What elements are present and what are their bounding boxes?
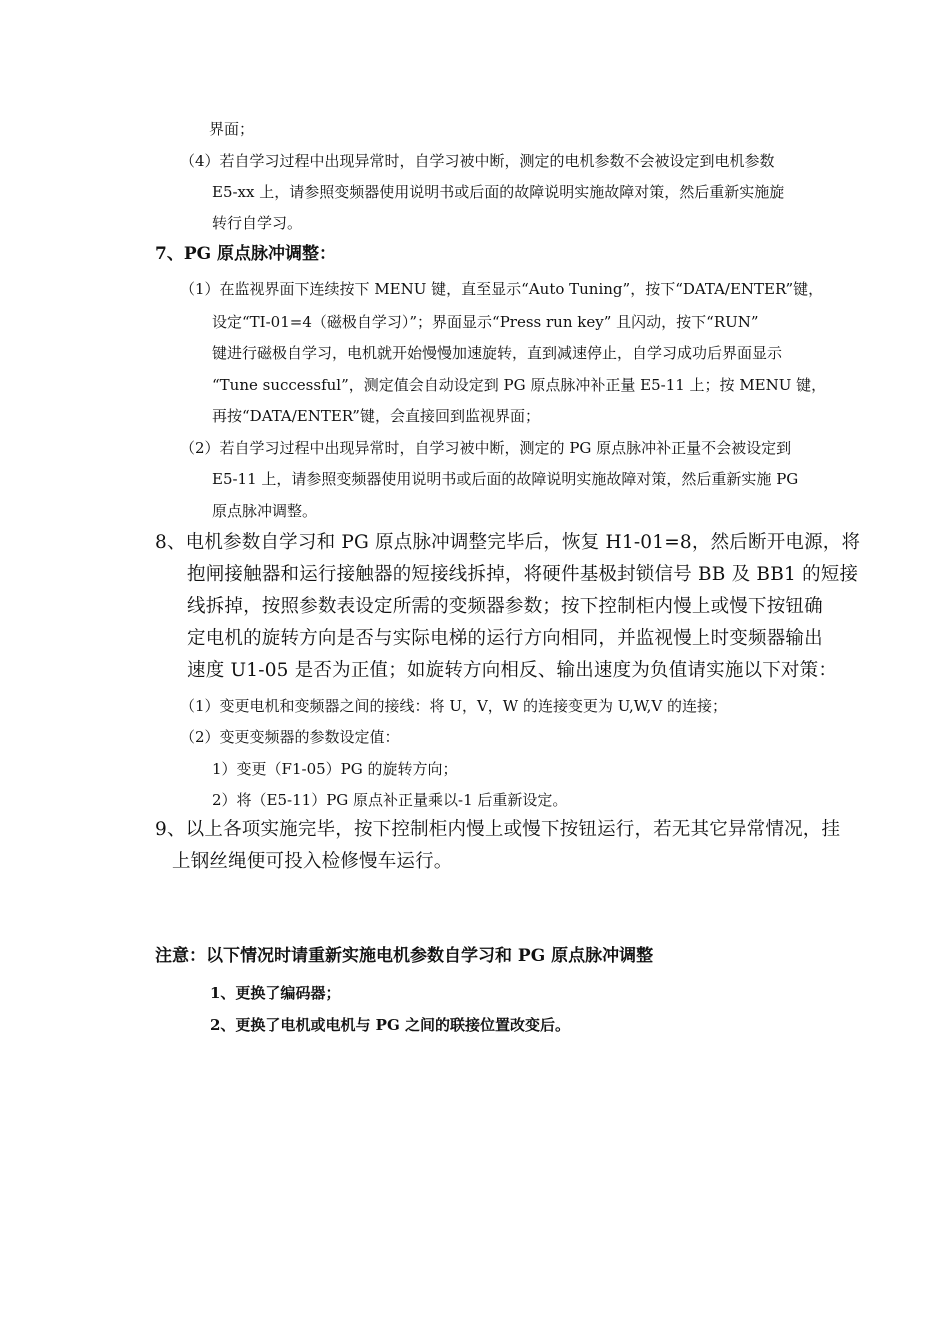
- text-line: E5-11 上，请参照变频器使用说明书或后面的故障说明实施故障对策，然后重新实施 PG: [212, 470, 799, 488]
- text-line: 1）变更（F1-05）PG 的旋转方向；: [212, 760, 458, 778]
- text-line: “Tune successful”，测定值会自动设定到 PG 原点脉冲补正量 E5-11 上；按 MENU 键，: [212, 376, 827, 394]
- section-9-line: 9、以上各项实施完毕，按下控制柜内慢上或慢下按钮运行，若无其它异常情况，挂: [155, 819, 841, 840]
- section-8-line: 线拆掉，按照参数表设定所需的变频器参数；按下控制柜内慢上或慢下按钮确: [187, 596, 823, 617]
- text-line: （2）若自学习过程中出现异常时，自学习被中断，测定的 PG 原点脉冲补正量不会被设定到: [180, 439, 792, 457]
- section-heading-7: 7、PG 原点脉冲调整：: [155, 244, 337, 264]
- text-line: 设定“TI-01=4（磁极自学习）”；界面显示“Press run key” 且闪动，按下“RUN”: [212, 313, 759, 331]
- notice-title: 注意：以下情况时请重新实施电机参数自学习和 PG 原点脉冲调整: [155, 946, 654, 966]
- text-line: 原点脉冲调整。: [212, 502, 318, 520]
- section-8-line: 定电机的旋转方向是否与实际电梯的运行方向相同，并监视慢上时变频器输出: [187, 628, 823, 649]
- notice-item: 1、更换了编码器；: [210, 984, 341, 1002]
- section-8-line: 抱闸接触器和运行接触器的短接线拆掉，将硬件基极封锁信号 BB 及 BB1 的短接: [187, 564, 859, 585]
- text-line: （1）变更电机和变频器之间的接线：将 U，V，W 的连接变更为 U,W,V 的连接；: [180, 697, 727, 715]
- text-line: 再按“DATA/ENTER”键，会直接回到监视界面；: [212, 407, 540, 425]
- text-line: 转行自学习。: [212, 214, 303, 232]
- text-line: 2）将（E5-11）PG 原点补正量乘以-1 后重新设定。: [212, 791, 568, 809]
- text-line: 界面；: [209, 120, 255, 138]
- section-8-line: 速度 U1-05 是否为正值；如旋转方向相反、输出速度为负值请实施以下对策：: [187, 660, 838, 681]
- text-line: （2）变更变频器的参数设定值：: [180, 728, 400, 746]
- section-8-line: 8、电机参数自学习和 PG 原点脉冲调整完毕后，恢复 H1-01=8，然后断开电源，将: [155, 532, 861, 553]
- text-line: （1）在监视界面下连续按下 MENU 键，直至显示“Auto Tuning”，按下“DATA/ENTER”键，: [180, 280, 824, 298]
- section-9-line: 上钢丝绳便可投入检修慢车运行。: [172, 851, 453, 872]
- text-line: （4）若自学习过程中出现异常时，自学习被中断，测定的电机参数不会被设定到电机参数: [180, 152, 775, 170]
- notice-item: 2、更换了电机或电机与 PG 之间的联接位置改变后。: [210, 1016, 570, 1034]
- text-line: 键进行磁极自学习，电机就开始慢慢加速旋转，直到减速停止，自学习成功后界面显示: [212, 344, 783, 362]
- text-line: E5-xx 上，请参照变频器使用说明书或后面的故障说明实施故障对策，然后重新实施旋: [212, 183, 785, 201]
